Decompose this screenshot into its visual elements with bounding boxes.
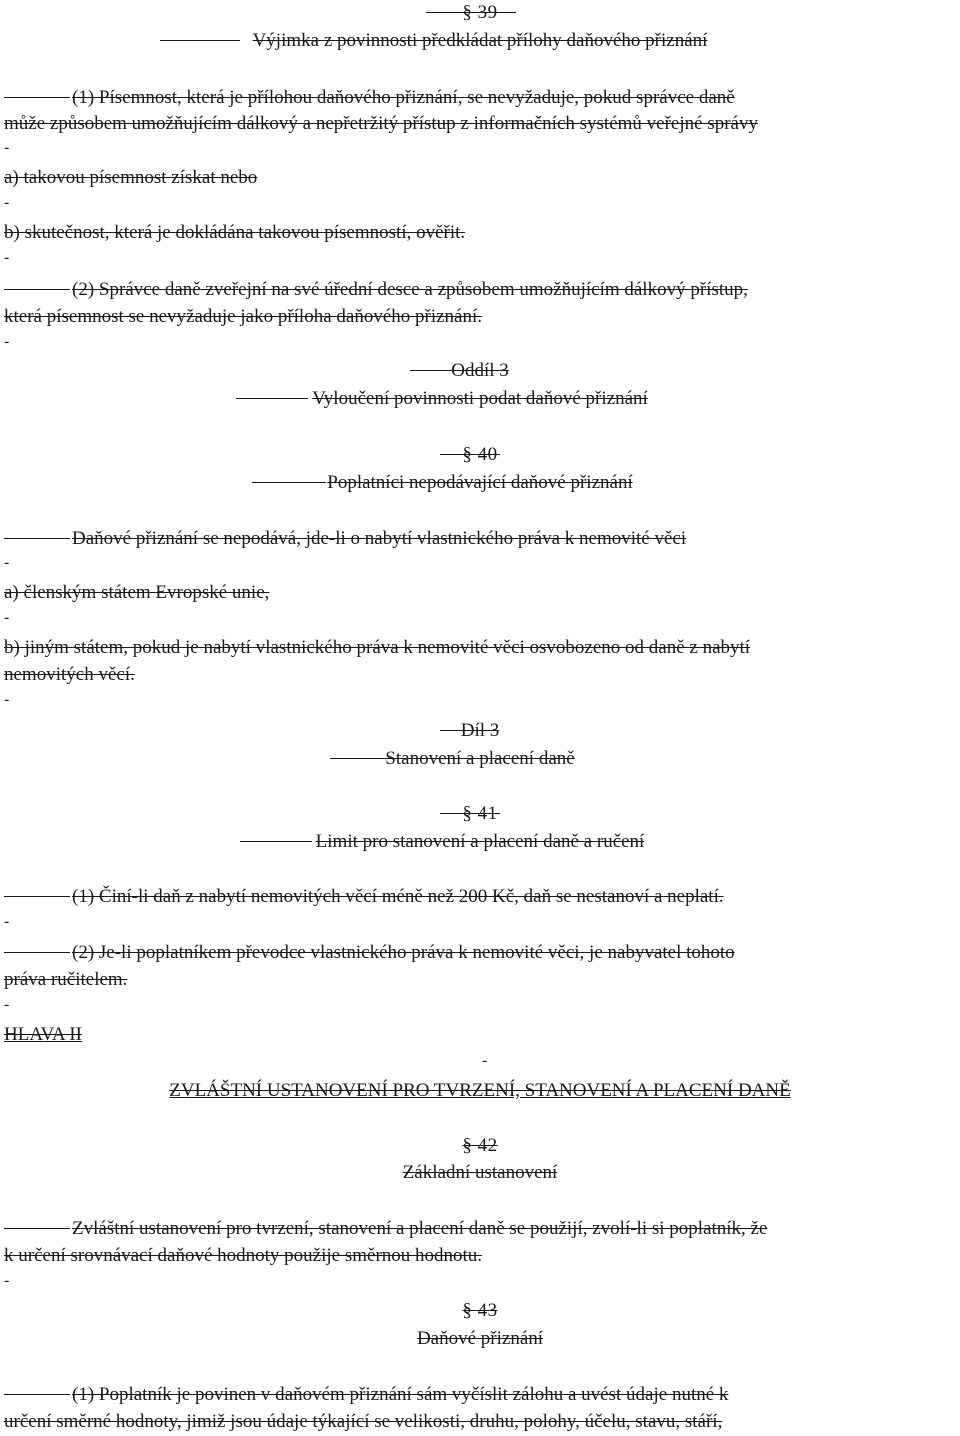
paragraph-line: (2) Správce daně zveřejní na své úřední desce a způsobem umožňujícím dálkový přístup,	[72, 279, 748, 300]
section-title-39: Výjimka z povinnosti předkládat přílohy daňového přiznání	[252, 30, 708, 51]
section-number-43: § 43	[462, 1300, 498, 1321]
section-number-39: § 39	[462, 2, 498, 23]
indent-rule	[4, 97, 70, 98]
dash-separator: -	[482, 1052, 488, 1069]
section-title-40: Poplatníci nepodávající daňové přiznání	[327, 472, 633, 493]
part-label: Díl 3	[460, 720, 500, 741]
section-title-42: Základní ustanovení	[402, 1162, 558, 1183]
dash-separator: -	[4, 1272, 10, 1289]
list-item-a: a) členským státem Evropské unie,	[4, 582, 270, 603]
paragraph-line: práva ručitelem.	[4, 969, 128, 990]
paragraph-line: která písemnost se nevyžaduje jako příloha daňového přiznání.	[4, 306, 483, 327]
indent-rule	[4, 1228, 70, 1229]
section-number-42: § 42	[462, 1135, 498, 1156]
chapter-label: HLAVA II	[4, 1024, 82, 1045]
dash-separator: -	[4, 913, 10, 930]
part-title: Stanovení a placení daně	[385, 748, 575, 769]
dash-separator: -	[4, 996, 10, 1013]
chapter-title: ZVLÁŠTNÍ USTANOVENÍ PRO TVRZENÍ, STANOVENÍ A PLACENÍ DANĚ	[169, 1080, 791, 1101]
division-title: Vyloučení povinnosti podat daňové přiznání	[312, 388, 648, 409]
paragraph-line: (1) Písemnost, která je přílohou daňového přiznání, se nevyžaduje, pokud správce daně	[72, 87, 735, 108]
list-item-b: b) jiným státem, pokud je nabytí vlastnického práva k nemovité věci osvobozeno od daně z nabytí	[4, 637, 751, 658]
indent-rule	[4, 1394, 70, 1395]
paragraph-line: nemovitých věcí.	[4, 664, 135, 685]
dash-separator: -	[4, 249, 10, 266]
list-item-b: b) skutečnost, která je dokládána takovou písemností, ověřit.	[4, 222, 466, 243]
paragraph-line: určení směrné hodnoty, jimiž jsou údaje týkající se velikosti, druhu, polohy, účelu, stavu, stáří,	[4, 1411, 723, 1432]
dash-separator: -	[4, 691, 10, 708]
section-title-43: Daňové přiznání	[416, 1328, 544, 1349]
list-item-a: a) takovou písemnost získat nebo	[4, 167, 258, 188]
indent-rule	[4, 289, 70, 290]
dash-separator: -	[4, 194, 10, 211]
paragraph-line: k určení srovnávací daňové hodnoty použije směrnou hodnotu.	[4, 1245, 483, 1266]
section-title-41: Limit pro stanovení a placení daně a ručení	[315, 831, 645, 852]
indent-rule	[4, 896, 70, 897]
paragraph-line: Daňové přiznání se nepodává, jde-li o nabytí vlastnického práva k nemovité věci	[72, 528, 687, 549]
paragraph-line: může způsobem umožňujícím dálkový a nepřetržitý přístup z informačních systémů veřejné správy	[4, 113, 758, 134]
dash-separator: -	[4, 333, 10, 350]
paragraph-line: Zvláštní ustanovení pro tvrzení, stanovení a placení daně se použijí, zvolí-li si poplatník, že	[72, 1218, 768, 1239]
paragraph-line: (1) Činí-li daň z nabytí nemovitých věcí méně než 200 Kč, daň se nestanoví a neplatí.	[72, 886, 724, 907]
dash-separator: -	[4, 609, 10, 626]
indent-rule	[4, 952, 70, 953]
section-number-40: § 40	[462, 444, 498, 465]
division-label: Oddíl 3	[451, 360, 509, 381]
paragraph-line: (1) Poplatník je povinen v daňovém přiznání sám vyčíslit zálohu a uvést údaje nutné k	[72, 1384, 729, 1405]
indent-rule	[4, 538, 70, 539]
paragraph-line: (2) Je-li poplatníkem převodce vlastnického práva k nemovité věci, je nabyvatel tohoto	[72, 942, 735, 963]
section-number-41: § 41	[462, 803, 498, 824]
dash-separator: -	[4, 139, 10, 156]
dash-separator: -	[4, 554, 10, 571]
